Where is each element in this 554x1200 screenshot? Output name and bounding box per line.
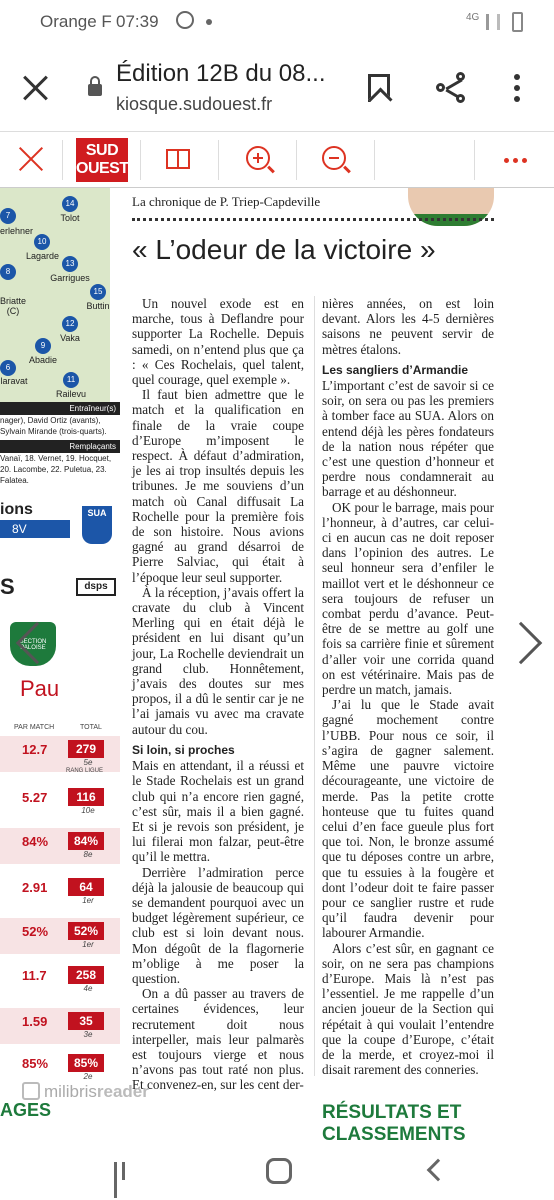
stat-rank: 1er <box>82 940 94 949</box>
clock: 07:39 <box>116 12 159 31</box>
article-paragraph: Mais en attendant, il a réussi et le Stade Rochelais est un grand club qui n’a encore rien gagné, c’est sûr, mais il a bien gagné. Et si je revois son président, je lui filerai mon falzar, peut-être qu’il le mettra. <box>132 758 304 865</box>
article-column-2 <box>322 296 494 1077</box>
player-15: 15 Buttin <box>84 284 112 311</box>
stat-per-match: 11.7 <box>22 968 47 983</box>
share-icon[interactable] <box>436 72 470 106</box>
stat-total: 116 <box>68 788 104 806</box>
bookmark-icon[interactable] <box>368 74 390 102</box>
article-headline: « L’odeur de la victoire » <box>132 234 436 265</box>
reader-toolbar <box>0 132 554 188</box>
coach-text: nager), David Ortiz (avants), Sylvain Mirande (trois-quarts). <box>0 416 107 436</box>
player-13: 13 Garrigues <box>50 256 90 283</box>
article-paragraph: À la réception, j’avais offert la cravate du club à Vincent Merling qui en était déjà le président en lui disant qu’un jour, La Rochelle deviendrait un grand club. Honnêtement, j’avais des doutes sur mes propos, il a dû le sentir car je ne l’ai jamais vu avec ma cravate autour du cou. <box>132 584 304 737</box>
stats-row <box>0 828 120 864</box>
column-divider <box>314 296 315 1076</box>
stats-row <box>0 736 120 772</box>
subs-header: Remplaçants <box>0 440 120 453</box>
article-column-1 <box>132 296 304 1093</box>
player-7: 7 <box>0 208 16 225</box>
results-fragment: AGES <box>0 1100 52 1120</box>
status-bar <box>0 0 554 44</box>
stat-total: 84% <box>68 832 104 850</box>
stat-rank: 8e <box>83 850 93 859</box>
player-11: 11 Railevu <box>56 372 86 399</box>
player-erlehner: erlehner <box>0 226 34 236</box>
article-subheading: Si loin, si proches <box>132 742 235 757</box>
article-paragraph: Alors c’est sûr, en gagnant ce soir, on ne sera pas champions d’Europe. Mais là n’est pas l’essentiel. Je me rappelle d’un ancien joueur de la Section qui répétait à qui voulait l’entendre que la coupe d’Europe, c’était de la merde, et croyez-moi il disait rarement des conneries. <box>322 940 494 1078</box>
page-layout-icon[interactable] <box>166 149 190 169</box>
stats-row <box>0 784 120 820</box>
stat-rank: 10e <box>81 806 95 815</box>
zoom-out-icon[interactable] <box>322 146 346 170</box>
close-icon[interactable] <box>22 74 50 102</box>
article-paragraph: L’important c’est de savoir si ce soir, on sera ou pas les premiers à tomber face au SUA. Alors on entend déjà les pères fondateurs de la nation nous répéter que c’est une question d’honneur et perdre nous condamnerait au barrage et au déshonneur. <box>322 378 494 500</box>
stat-rank: 4e <box>83 984 93 993</box>
player-briatte: Briatte (C) <box>0 296 27 316</box>
player-14: 14 Tolot <box>58 196 82 223</box>
whatsapp-icon <box>176 11 194 29</box>
stat-per-match: 5.27 <box>22 790 48 805</box>
browser-toolbar <box>0 44 554 132</box>
subs-text: Vanaï, 18. Vernet, 19. Hocquet, 20. Lacombe, 22. Puletua, 23. Falatea. <box>0 454 112 485</box>
watermark-brand1: milibris <box>44 1082 97 1101</box>
divider <box>296 140 297 180</box>
divider <box>140 140 141 180</box>
rank-label: RANG LIGUE <box>66 768 104 774</box>
stats-row <box>0 962 120 998</box>
stats-row <box>0 918 120 954</box>
sua-label: SUA <box>87 508 107 518</box>
stat-per-match: 1.59 <box>22 1014 48 1029</box>
article-paragraph: OK pour le barrage, mais pour l’honneur, à d’autres, car celui-ci en aucun cas ne doit reposer dans l’opinion des autres. Le seul honneur sera d’enfiler le maillot vert et le déshonneur ce sera toujours de refuser un combat perdu d’avance. Peut-être de se mettre au golf une fois sa carrière finie et sûrement d’aller voir une corrida quand on est vétérinaire. Mais pas de perdre un match, jamais. <box>322 499 494 698</box>
player-10: 10 Lagarde <box>26 234 58 261</box>
carrier-label: Orange F <box>40 12 112 31</box>
stat-rank: 2e <box>83 1072 93 1081</box>
logo-line2: OUEST <box>76 160 129 177</box>
sudouest-logo[interactable] <box>76 138 128 182</box>
milibris-icon <box>22 1082 40 1100</box>
stat-per-match: 85% <box>22 1056 49 1071</box>
stat-total: 85% <box>68 1054 104 1072</box>
logo-line1: SUD <box>85 142 119 159</box>
article-paragraph: Un nouvel exode est en marche, tous à Deflandre pour supporter La Rochelle. Depuis samedi, on n’entend plus que ça : « Ces Rochelais, quel talent, quel courage, quel exemple ». <box>132 296 304 388</box>
stat-per-match: 52% <box>22 924 49 939</box>
divider <box>374 140 375 180</box>
coach-box <box>0 402 120 437</box>
player-12: 12 Vaka <box>58 316 82 343</box>
article-paragraph: nières années, on est loin devant. Alors les 4-5 dernières saisons ne peuvent servir de mètres étalons. <box>322 296 494 357</box>
eightv-label: 8V <box>0 520 70 538</box>
stats-row <box>0 1008 120 1044</box>
results-heading: RÉSULTATS ET CLASSEMENTS <box>322 1102 466 1140</box>
signal-icon <box>486 14 500 30</box>
more-options-icon[interactable] <box>514 74 520 104</box>
article-paragraph: J’ai lu que le Stade avait gagné mochement contre l’UBB. Pour nous ce soir, il s’agira de gagner salement. Même une pauvre victoire décourageante, une victoire de merde. Pas la petite crotte honteuse que tu fuites quand celui d’en face gueule plus fort que toi. Non, le bronze assumé que tu déposes contre un arbre, que tu essuies à la fougère et dont l’odeur doit te faire passer pour ce sanglier rustre et rude qu’il faudra devenir pour labourer Armandie. <box>322 697 494 941</box>
stat-per-match: 84% <box>22 834 49 849</box>
stats-col-total: TOTAL <box>80 724 102 731</box>
recent-apps-icon[interactable] <box>114 1162 136 1180</box>
player-laravat: laravat <box>0 376 28 386</box>
player-9: 9 Abadie <box>28 338 58 365</box>
close-reader-icon[interactable] <box>18 146 44 172</box>
stat-rank: 1er <box>82 896 94 905</box>
zoom-in-icon[interactable] <box>246 146 270 170</box>
stat-per-match: 12.7 <box>22 742 48 757</box>
divider <box>474 140 475 180</box>
notification-dot-icon <box>206 19 212 25</box>
stats-row <box>0 874 120 910</box>
team-name: Pau <box>20 676 60 701</box>
player-8: 8 <box>0 264 16 281</box>
lineup-pitch <box>0 188 110 402</box>
system-nav-bar <box>0 1140 554 1200</box>
player-6: 6 <box>0 360 16 377</box>
network-type: 4G <box>466 12 480 23</box>
back-icon[interactable] <box>427 1159 450 1182</box>
sidebar-lineup <box>0 188 120 1140</box>
battery-icon <box>512 12 523 32</box>
coach-header: Entraîneur(s) <box>0 402 120 415</box>
newspaper-page[interactable] <box>0 188 554 1140</box>
article-paragraph: On a dû passer au travers de certaines évidences, leur recrutement doit nous interpeller, mais leur palmarès est toujours vierge et nous n’avons pas tout raté non plus. Et convenez-en, sur les cent der- <box>132 986 304 1093</box>
stats-row <box>0 1050 120 1086</box>
stats-heading: S <box>0 574 15 599</box>
sua-crest-icon <box>82 506 112 544</box>
stat-rank: 3e <box>83 1030 93 1039</box>
watermark-brand2: reader <box>96 1082 149 1101</box>
subs-box <box>0 440 120 486</box>
article-paragraph: Derrière l’admiration perce déjà la jalousie de beaucoup qui se demandent pourquoi avec un budget légèrement supérieur, ce club est si loin devant nous. Mon dégoût de la flagornerie m’oblige à me poser la question. <box>132 864 304 986</box>
stat-rank: 5e <box>83 758 93 767</box>
stat-total: 35 <box>68 1012 104 1030</box>
lock-icon[interactable] <box>88 84 102 96</box>
stat-per-match: 2.91 <box>22 880 48 895</box>
milibris-watermark <box>22 1082 149 1102</box>
crest-text: SECTION PALOISE <box>19 639 47 651</box>
stat-total: 279 <box>68 740 104 758</box>
article-subheading: Les sangliers d’Armandie <box>322 362 469 377</box>
stat-total: 52% <box>68 922 104 940</box>
dsps-logo: dsps <box>76 578 116 596</box>
stats-col-par-match: PAR MATCH <box>14 724 55 731</box>
more-menu-icon[interactable] <box>504 158 531 163</box>
article-paragraph: Il faut bien admettre que le match et la qualification en finale de la vraie coupe d’Europe m’imposent le respect. À défaut d’admiration, je les ai trop insultés depuis les tribunes. Je me souviens d’un match où Canal diffusait La Rochelle pour la première fois de son histoire. Nous avions gagné au grand désarroi de Pierre Salviac, qui était à l’époque leur seul supporter. <box>132 387 304 585</box>
home-icon[interactable] <box>266 1158 292 1184</box>
stat-total: 258 <box>68 966 104 984</box>
divider <box>218 140 219 180</box>
chronicle-byline: La chronique de P. Triep-Capdeville <box>132 194 321 209</box>
options-label: ions <box>0 501 33 518</box>
url-label[interactable]: kiosque.sudouest.fr <box>116 94 273 114</box>
divider <box>62 140 63 180</box>
dotted-rule <box>132 218 494 221</box>
stat-total: 64 <box>68 878 104 896</box>
next-page-icon[interactable] <box>500 622 542 664</box>
page-title[interactable]: Édition 12B du 08... <box>116 60 326 87</box>
